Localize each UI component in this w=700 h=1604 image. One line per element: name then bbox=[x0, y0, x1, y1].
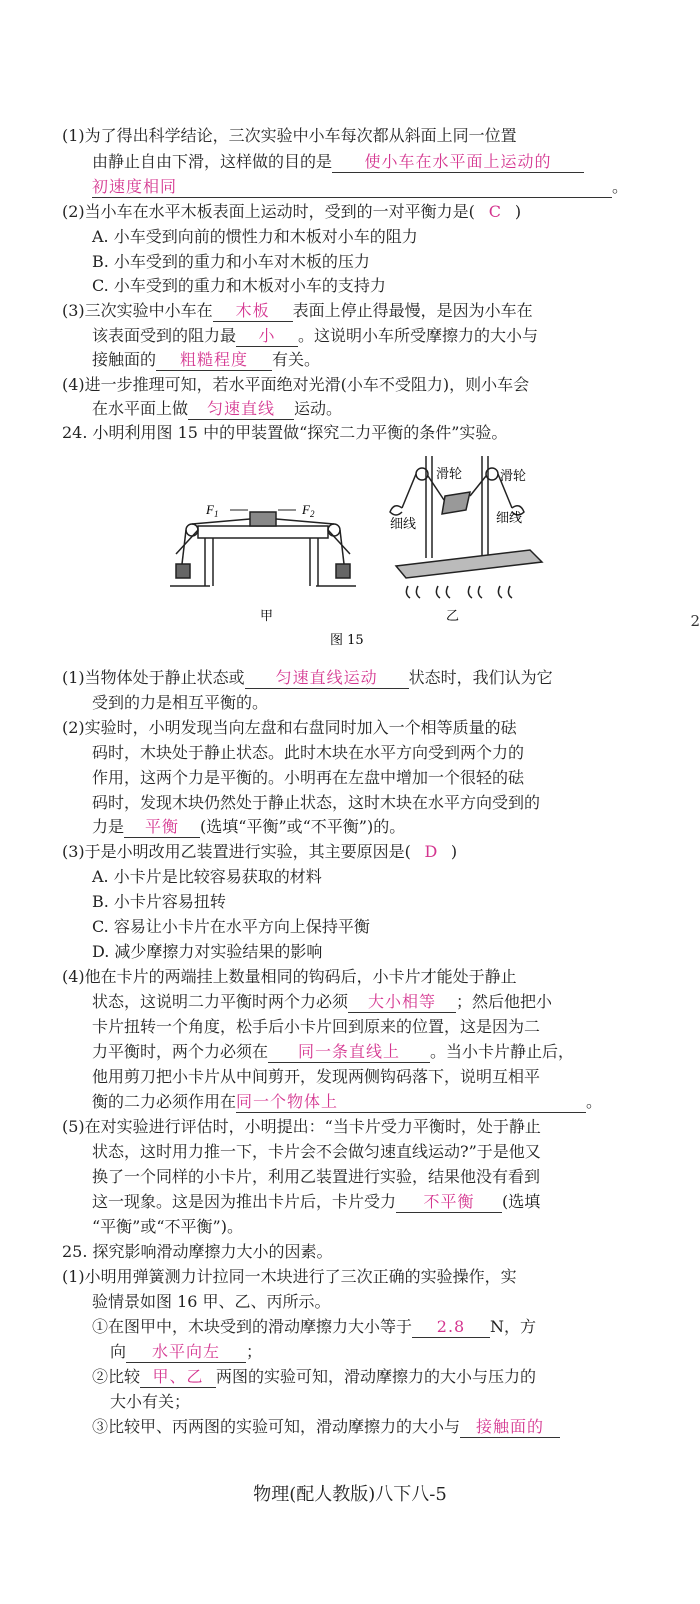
q24-p4-line5: 他用剪刀把小卡片从中间剪开，发现两侧钩码落下，说明互相平 bbox=[92, 1067, 541, 1086]
q24-p2-line4: 码时，发现木块仍然处于静止状态，这时木块在水平方向受到的 bbox=[92, 793, 541, 812]
answer-blank: 小 bbox=[236, 326, 298, 347]
answer-blank: 不平衡 bbox=[396, 1192, 502, 1213]
page-footer: 物理(配人教版)八下八-5 bbox=[253, 1484, 447, 1505]
q23-p2-question: (2)当小车在水平木板表面上运动时，受到的一对平衡力是( C ) bbox=[62, 200, 521, 224]
pulley-right-label: 滑轮 bbox=[500, 469, 527, 484]
q24-p5-line4: 这一现象。这是因为推出卡片后，卡片受力 不平衡 (选填 bbox=[92, 1192, 541, 1211]
label-yi: 乙 bbox=[446, 609, 460, 624]
f2-label: $F_2$ bbox=[302, 502, 315, 519]
margin-mark: 2 bbox=[690, 612, 700, 630]
q23-p3-line2: 该表面受到的阻力最 小 。这说明小车所受摩擦力的大小与 bbox=[92, 326, 539, 345]
answer-blank: 木板 bbox=[213, 301, 293, 322]
q24-p3-option-d: D. 减少摩擦力对实验结果的影响 bbox=[92, 942, 323, 961]
answer-blank: 粗糙程度 bbox=[156, 350, 272, 371]
answer-blank: 同一个物体上 bbox=[236, 1092, 586, 1113]
q24-p4-line2: 状态，这说明二力平衡时两个力必须 大小相等 ；然后他把小 bbox=[92, 992, 553, 1011]
q25-s2-line1: ②比较 甲、乙 两图的实验可知，滑动摩擦力的大小与压力的 bbox=[92, 1367, 537, 1386]
q25-title: 25. 探究影响滑动摩擦力大小的因素。 bbox=[62, 1242, 333, 1261]
q23-p4-line1: (4)进一步推理可知，若水平面绝对光滑(小车不受阻力)，则小车会 bbox=[62, 375, 530, 394]
q24-p3-option-a: A. 小卡片是比较容易获取的材料 bbox=[92, 867, 322, 886]
q23-p4-line2: 在水平面上做 匀速直线 运动。 bbox=[92, 399, 343, 418]
q24-p5-line2: 状态，这时用力推一下，卡片会不会做匀速直线运动?”于是他又 bbox=[92, 1142, 541, 1161]
q24-p5-line3: 换了一个同样的小卡片，利用乙装置进行实验，结果他没有看到 bbox=[92, 1167, 541, 1186]
q23-p1-line2: 由静止自由下滑，这样做的目的是 使小车在水平面上运动的 bbox=[92, 150, 584, 174]
q25-s1-line2: 向 水平向左 ； bbox=[110, 1342, 263, 1361]
q24-p2-line1: (2)实验时，小明发现当向左盘和右盘同时加入一个相等质量的砝 bbox=[62, 718, 517, 737]
pulley-left-label: 滑轮 bbox=[436, 467, 463, 482]
q23-p3-line1: (3)三次实验中小车在 木板 表面上停止得最慢，是因为小车在 bbox=[62, 301, 533, 320]
q24-p4-line1: (4)他在卡片的两端挂上数量相同的钩码后，小卡片才能处于静止 bbox=[62, 967, 517, 986]
answer-blank: 甲、乙 bbox=[140, 1367, 216, 1388]
answer-blank: 大小相等 bbox=[348, 992, 456, 1013]
thread-right-label: 细线 bbox=[496, 511, 523, 526]
answer-blank: 使小车在水平面上运动的 bbox=[332, 152, 584, 173]
q25-s1-line1: ①在图甲中，木块受到的滑动摩擦力大小等于 2.8 N，方 bbox=[92, 1317, 537, 1336]
q25-p1-line2: 验情景如图 16 甲、乙、丙所示。 bbox=[92, 1292, 331, 1311]
q25-s2-line2: 大小有关； bbox=[110, 1392, 191, 1411]
q24-title: 24. 小明利用图 15 中的甲装置做“探究二力平衡的条件”实验。 bbox=[62, 423, 508, 442]
q23-p2-option-c: C. 小车受到的重力和木板对小车的支持力 bbox=[92, 276, 386, 295]
q24-p5-line5: “平衡”或“不平衡”)。 bbox=[92, 1217, 243, 1236]
q24-p2-line3: 作用，这两个力是平衡的。小明再在左盘中增加一个很轻的砝 bbox=[92, 768, 525, 787]
f1-label: $F_1$ bbox=[206, 502, 219, 519]
answer-blank: 初速度相同 bbox=[92, 177, 612, 198]
q24-p1-line2: 受到的力是相互平衡的。 bbox=[92, 693, 269, 712]
q25-s3-line1: ③比较甲、丙两图的实验可知，滑动摩擦力的大小与 接触面的 bbox=[92, 1415, 560, 1439]
q23-p2-option-a: A. 小车受到向前的惯性力和木板对小车的阻力 bbox=[92, 227, 418, 246]
q24-p2-line2: 码时，木块处于静止状态。此时木块在水平方向受到两个力的 bbox=[92, 743, 525, 762]
answer-blank: 匀速直线 bbox=[188, 399, 294, 420]
choice-answer: D bbox=[424, 842, 438, 861]
q23-p3-line3: 接触面的 粗糙程度 有关。 bbox=[92, 350, 321, 369]
q23-p2-option-b: B. 小车受到的重力和小车对木板的压力 bbox=[92, 252, 370, 271]
q24-p2-line5: 力是 平衡 (选填“平衡”或“不平衡”)的。 bbox=[92, 817, 406, 836]
answer-blank: 2.8 bbox=[412, 1317, 490, 1338]
answer-blank: 平衡 bbox=[124, 817, 200, 838]
q23-p1-line1: (1)为了得出科学结论，三次实验中小车每次都从斜面上同一位置 bbox=[62, 126, 517, 145]
label-jia: 甲 bbox=[260, 609, 274, 624]
q24-p5-line1: (5)在对实验进行评估时，小明提出：“当卡片受力平衡时，处于静止 bbox=[62, 1117, 541, 1136]
answer-blank: 接触面的 bbox=[460, 1417, 560, 1438]
thread-left-label: 细线 bbox=[390, 517, 417, 532]
figure-15 bbox=[170, 446, 550, 656]
q24-p4-line3: 卡片扭转一个角度，松手后小卡片回到原来的位置，这是因为二 bbox=[92, 1017, 541, 1036]
q25-p1-line1: (1)小明用弹簧测力计拉同一木块进行了三次正确的实验操作，实 bbox=[62, 1267, 517, 1286]
q24-p3-question: (3)于是小明改用乙装置进行实验，其主要原因是( D ) bbox=[62, 840, 457, 864]
answer-blank: 匀速直线运动 bbox=[245, 668, 409, 689]
figure-caption: 图 15 bbox=[330, 633, 364, 648]
answer-blank: 同一条直线上 bbox=[268, 1042, 430, 1063]
q24-p4-line4: 力平衡时，两个力必须在 同一条直线上 。当小卡片静止后， bbox=[92, 1042, 575, 1061]
q24-p4-line6: 衡的二力必须作用在同一个物体上 。 bbox=[92, 1092, 603, 1111]
q24-p3-option-b: B. 小卡片容易扭转 bbox=[92, 892, 226, 911]
q24-p3-option-c: C. 容易让小卡片在水平方向上保持平衡 bbox=[92, 917, 370, 936]
choice-answer: C bbox=[488, 202, 502, 221]
answer-blank: 水平向左 bbox=[126, 1342, 246, 1363]
q23-p1-line3: 初速度相同 。 bbox=[92, 177, 629, 196]
apparatus-jia bbox=[170, 510, 356, 586]
q24-p1-line1: (1)当物体处于静止状态或 匀速直线运动 状态时，我们认为它 bbox=[62, 668, 553, 687]
